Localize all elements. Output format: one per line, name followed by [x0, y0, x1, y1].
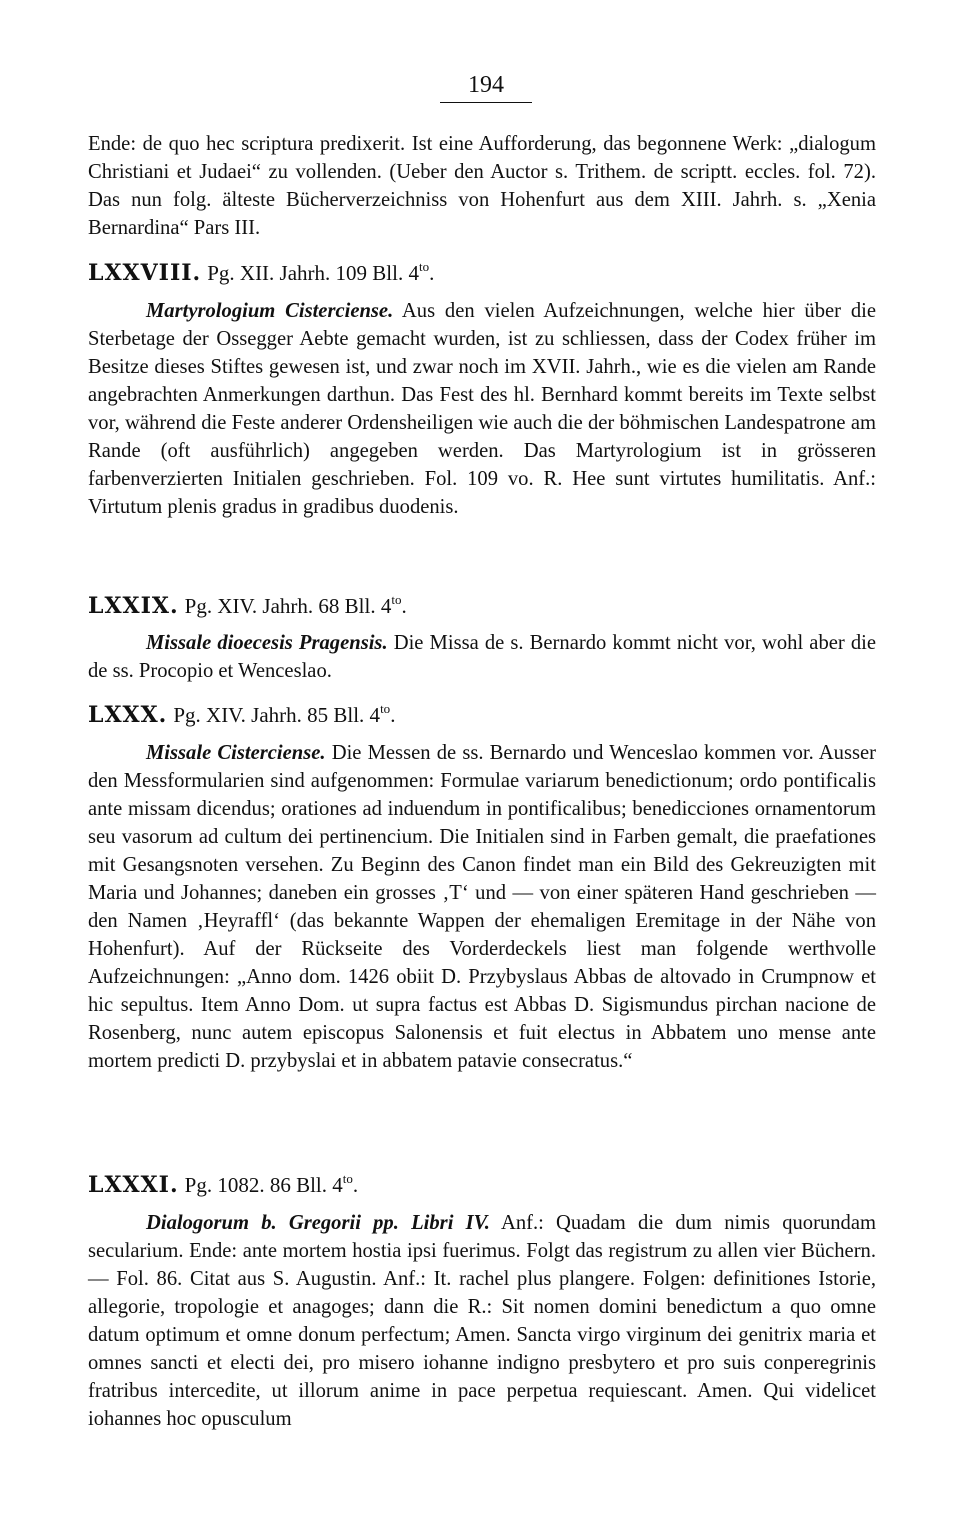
entry-description: Pg. XIV. Jahrh. 85 Bll. 4 [173, 703, 381, 727]
entry-body-lxxxi [88, 1209, 876, 1433]
entry-text: Die Messen de ss. Bernardo und Wenceslao kommen vor. Ausser den Messformularien sind aufgenommen: Formulae variarum benedictionum; ordo pontificalis ante missam dicendus; orationes ad induendum in pontificalibus; benedicciones ornamentorum seu vasorum ad cultum dei pertinencium. Die Initialen sind in Farben gemalt, die praefationes mit Gesangsnoten versehen. Zu Beginn des Canon findet man ein Bild des Gekreuzigten mit Maria und Johannes; daneben ein grosses ‚T‘ und — von einer späteren Hand geschrieben — den Namen ‚Heyraffl‘ (das bekannte Wappen der ehemaligen Eremitage in der Nähe von Hohenfurt). Auf der Rückseite des Vorderdeckels liest man folgende werthvolle Aufzeichnungen: „Anno dom. 1426 obiit D. Przybyslaus Abbas de altovado in Crumpnow et hic sepultus. Item Anno Dom. ut supra factus est Abbas D. Sigismundus pirchan nacione de Rosenberg, nunc autem episcopus Salonensis et fuit electus in Abbatem uno mense ante mortem predicti D. przybyslai et in abbatem patavie consecratus.“ [88, 742, 876, 1072]
entry-roman-numeral: LXXIX. [88, 593, 179, 619]
entry-text: Anf.: Quadam die dum nimis quorundam secularium. Ende: ante mortem hostia ipsi fuerimus. Folgt das registrum zu allen vier Büchern. — Fol. 86. Citat aus S. Augustin. Anf.: It. rachel plus plangere. Folgen: definitiones Istorie, allegorie, tropologie et anagoges; dann die R.: Sit nomen domini benedictum a quo omne datum optimum et omne donum perfectum; Amen. Sancta virgo virginum dei genitrix maria et omnes sancti et electi dei, pro misero iohanne indigno presbytero et pro suis conperegrinis fratribus intercedite, ut illorum anime in pace perpetua requiescant. Amen. Qui videlicet iohannes hoc opusculum [88, 1212, 876, 1430]
entry-description: Pg. 1082. 86 Bll. 4 [184, 1173, 343, 1197]
entry-format-superscript: to [391, 592, 402, 607]
entry-title: Martyrologium Cisterciense. [146, 300, 394, 322]
entry-roman-numeral: LXXVIII. [88, 260, 202, 286]
entry-roman-numeral: LXXX. [88, 702, 168, 728]
entry-format-superscript: to [418, 259, 430, 274]
entry-period: . [401, 594, 407, 618]
entry-text: Die Missa de s. Bernardo kommt nicht vor, wohl aber die de ss. Procopio et Wenceslao. [88, 632, 876, 682]
entry-format-superscript: to [342, 1171, 353, 1186]
entry-heading-lxxx [88, 698, 876, 732]
intro-paragraph: Ende: de quo hec scriptura predixerit. Ist eine Aufforderung, das begonnene Werk: „dialogum Christiani et Judaei“ zu vollenden. (Ueber den Auctor s. Trithem. de scriptt. eccles. fol. 72). Das nun folg. älteste Bücherverzeichniss von Hohenfurt aus dem XIII. Jahrh. s. „Xenia Bernardina“ Pars III. [88, 133, 876, 239]
entry-text: Aus den vielen Aufzeichnungen, welche hier über die Sterbetage der Ossegger Aebte gemacht wurden, ist zu schliessen, dass der Codex früher im Besitze dieses Stiftes gewesen ist, und zwar noch im XVII. Jahrh., wie es die vielen am Rande angebrachten Anmerkungen darthun. Das Fest des hl. Bernhard kommt bereits im Texte selbst vor, während die Feste anderer Ordensheiligen wie auch die der böhmischen Landespatrone am Rande (oft ausführlich) angegeben werden. Das Martyrologium ist in grösseren farbenverzierten Initialen geschrieben. Fol. 109 vo. R. Hee sunt virtutes humilitatis. Anf.: Virtutum plenis gradus in gradibus duodenis. [88, 300, 876, 518]
entry-heading-lxxix [88, 589, 876, 623]
entry-format-superscript: to [380, 701, 391, 716]
entry-title: Missale dioecesis Pragensis. [146, 632, 388, 654]
entry-roman-numeral: LXXXI. [88, 1172, 179, 1198]
entry-body-lxxix [88, 629, 876, 685]
page-number: 194 [440, 68, 532, 103]
entry-description: Pg. XII. Jahrh. 109 Bll. 4 [207, 261, 419, 285]
entry-heading-lxxxi [88, 1168, 876, 1202]
entry-title: Missale Cisterciense. [146, 742, 326, 764]
entry-period: . [390, 703, 396, 727]
entry-title: Dialogorum b. Gregorii pp. Libri IV. [146, 1212, 490, 1234]
entry-heading-lxxviii [88, 256, 876, 290]
entry-period: . [352, 1173, 359, 1197]
entry-period: . [429, 261, 435, 285]
entry-body-lxxviii [88, 297, 876, 521]
entry-body-lxxx [88, 739, 876, 1075]
entry-description: Pg. XIV. Jahrh. 68 Bll. 4 [184, 594, 392, 618]
